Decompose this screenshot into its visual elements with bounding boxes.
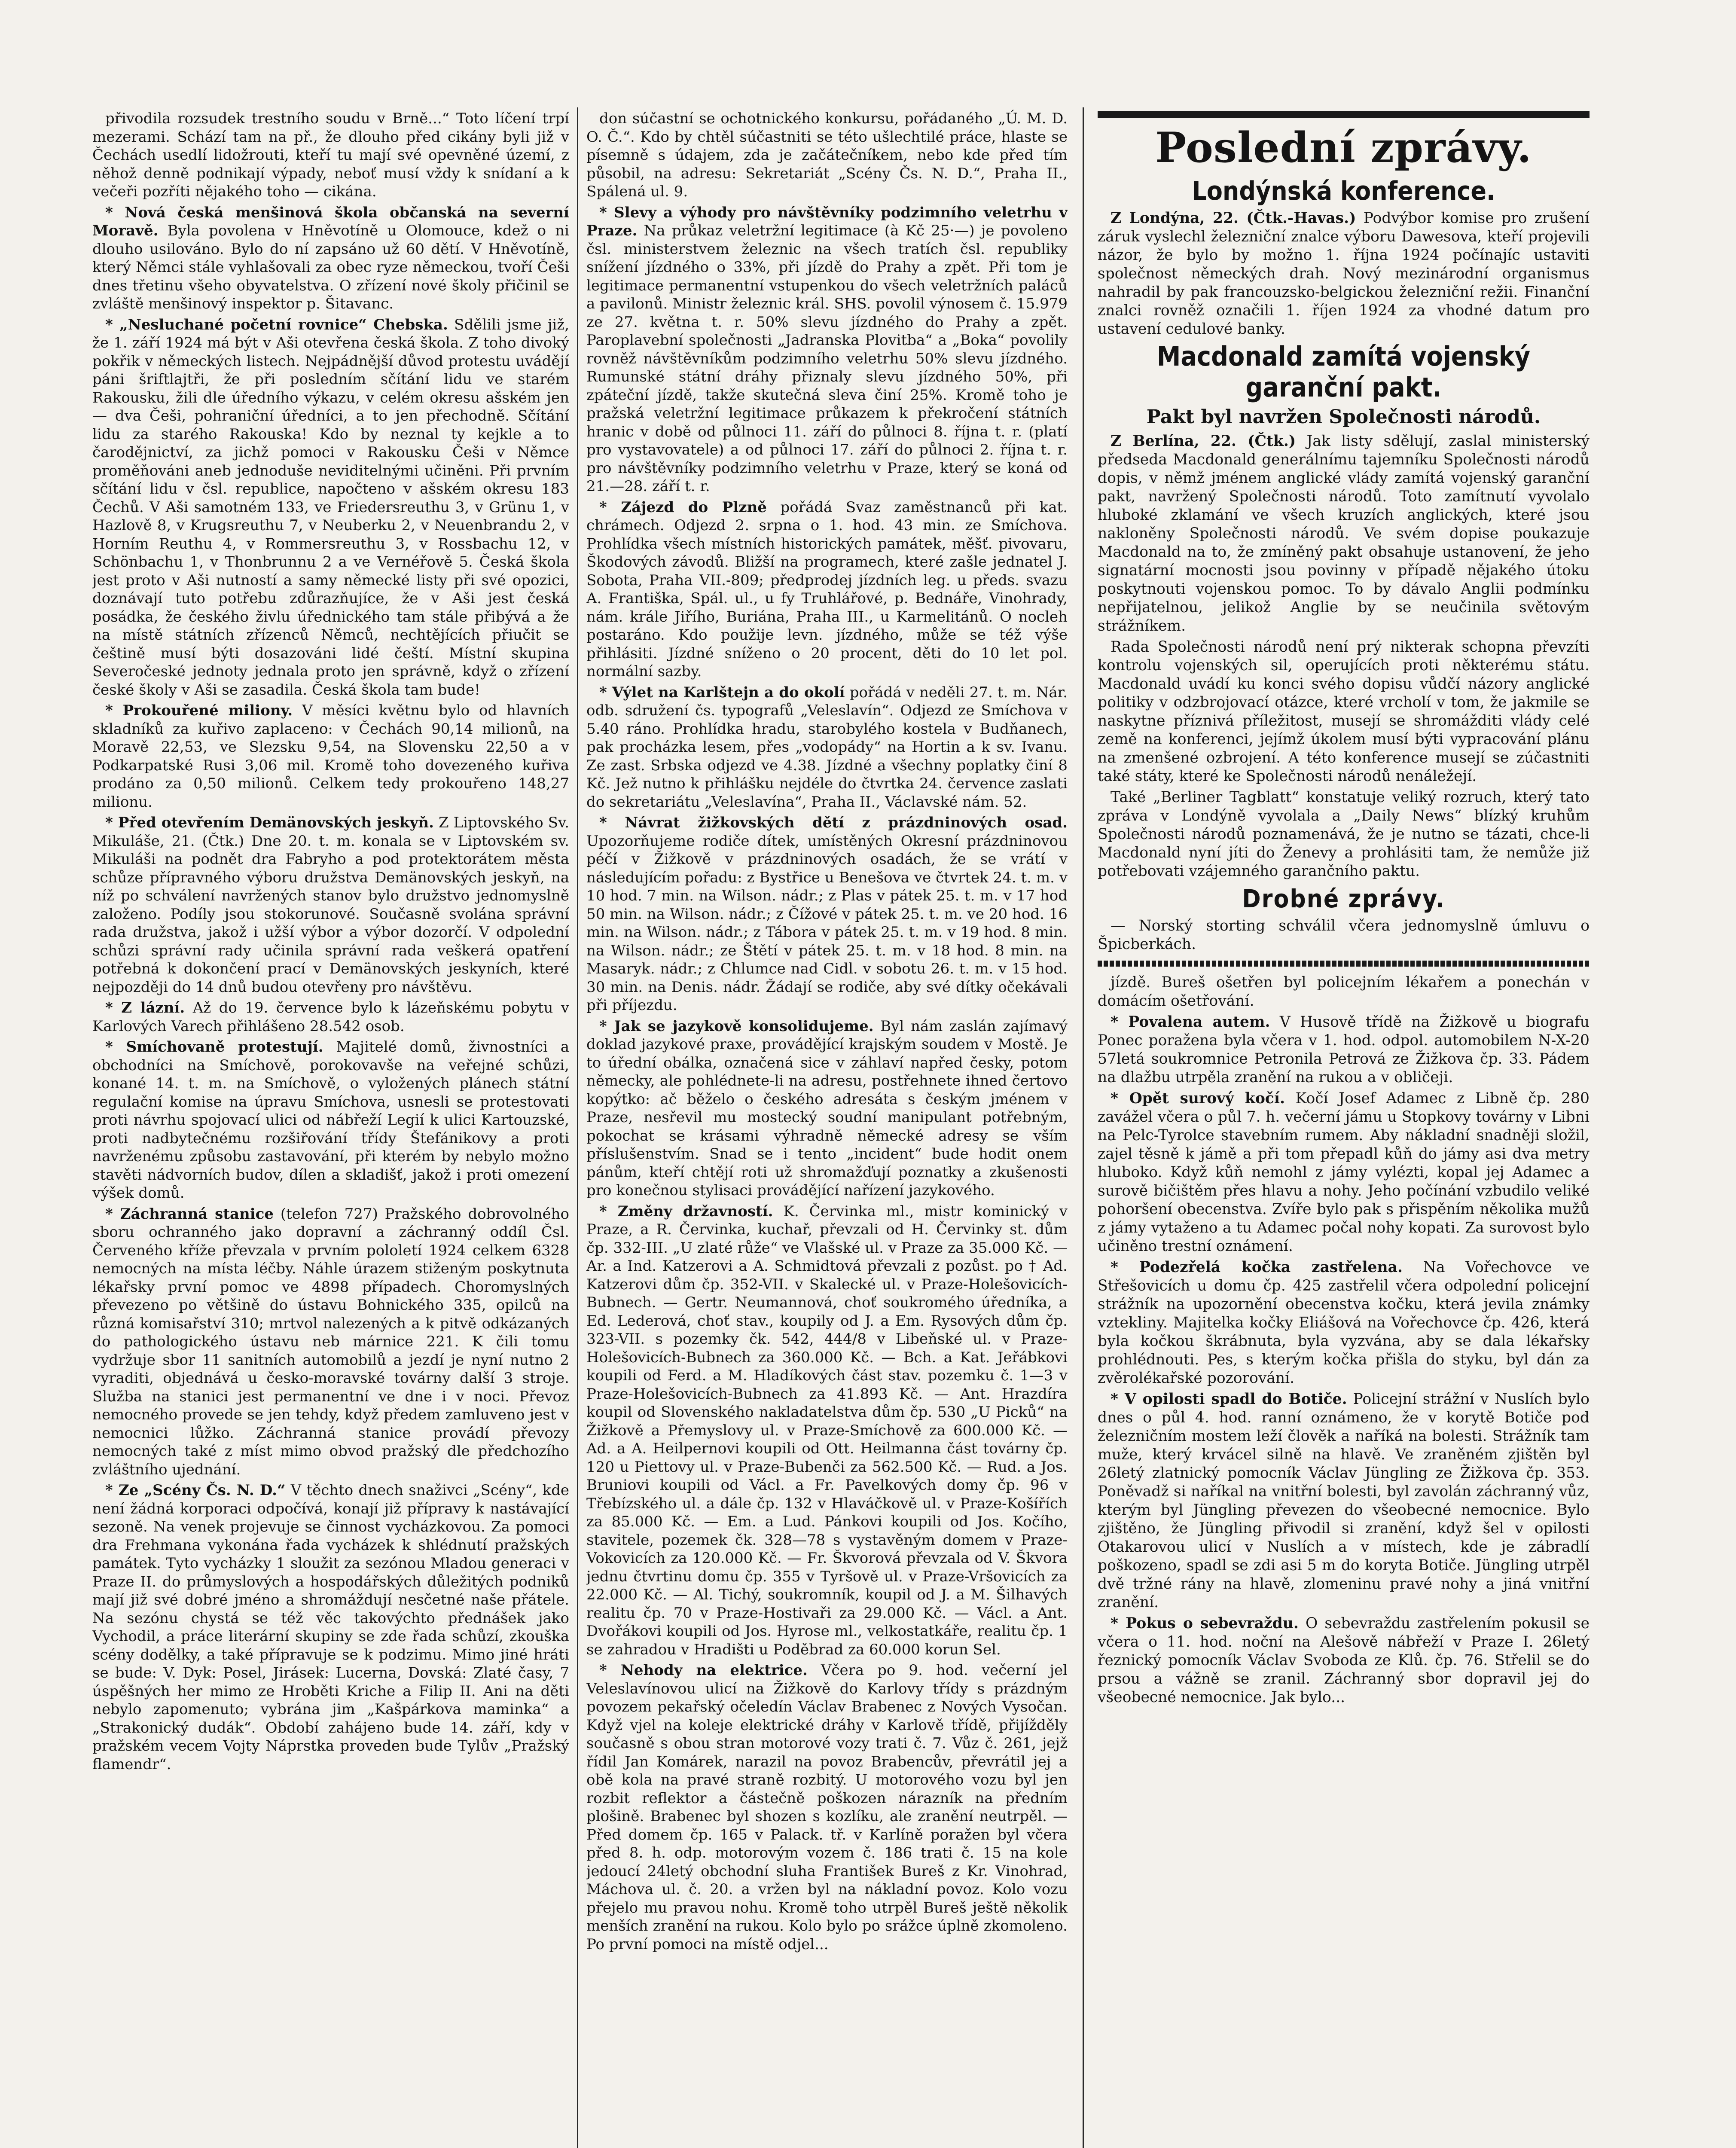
article-heading: Z Londýna, 22. (Čtk.-Havas.)	[1111, 210, 1356, 227]
article-heading: * Výlet na Karlštejn a do okolí	[599, 683, 845, 701]
article-text: K. Červinka ml., mistr kominický v Praze, a R. Červinka, kuchař, převzali od H. Červinky st. dům čp. 332-III. „U zlaté růže“ ve Vlašské ul. v Praze za 35.000 Kč. — Ar. a Ind. Katzerovi a A. Schmidtová převzali z pozůst. po † Ad. Katzerovi dům čp. 352-VII. v Skalecké ul. v Praze-Holešovicích-Bubnech. — Gertr. Neumannová, choť soukromého úředníka, a Ed. Lederová, choť stav., koupily od J. a Em. Rysových dům čp. 323-VII. s pozemky čk. 542, 444/8 v Libeňské ul. v Praze-Holešovicích-Bubnech za 360.000 Kč. — Bch. a Kat. Jeřábkovi koupili od Ferd. a M. Hladíkových část stav. pozemku č. 1—3 v Praze-Holešovicích-Bubnech za 41.893 Kč. — Ant. Hrazdíra koupil od Slovenského nakladatelstva dům čp. 530 „U Picků“ na Žižkově a Přemyslovy ul. v Praze-Smíchově za 600.000 Kč. — Ad. a A. Heilpernovi koupili od Ott. Heilmanna část továrny čp. 120 u Piettovy ul. v Praze-Bubenči za 562.500 Kč. — Rud. a Jos. Bruniovi koupili od Václ. a Fr. Pavelkových domy čp. 96 v Třebízského ul. a dále čp. 132 v Hlaváčkově ul. v Praze-Košířích za 85.000 Kč. — Em. a Lud. Pánkovi koupili od Jos. Kočího, stavitele, pozemek čk. 328—78 s vystavěným domem v Praze-Vokovicích za 120.000 Kč. — Fr. Škvorová převzala od V. Škvora jednu čtvrtinu domu čp. 355 v Tyršově ul. v Praze-Vršovicích za 22.000 Kč. — Al. Tichý, soukromník, koupil od J. a M. Šilhavých realitu čp. 70 v Praze-Hostivaři za 29.000 Kč. — Václ. a Ant. Dvořákovi koupili od Jos. Hyrose ml., velkostatkáře, realitu čp. 1 se zahradou v Hradišti u Poděbrad za 60.000 korun Sel.	[586, 1202, 1068, 1658]
article-text: V těchto dnech snaživci „Scény“, kde není žádná korporaci odpočívá, konají již přípravy k nastávající sezoně. Na venek projevuje se činnost vycházkovou. Za pomoci dra Frehmana vykonána řada vycházek k shlédnutí pražských památek. Tyto vycházky 1 sloužit za sezónou Mladou generaci v Praze II. do průmyslových a hospodářských důležitých podniků mají již své dobré jméno a shromáždují nesčetné naše přátele. Na sezónu chystá se též věc takovýchto přednášek jako Vychodil, a práce literární skupiny se zde řada schůzí, zkouška scény dodělky, a také přípravuje se k podzimu. Mimo jiné hráti se bude: V. Dyk: Posel, Jirásek: Lucerna, Dovská: Zlaté časy, 7 úspěšných her mimo ze Hroběti Kriche a Filip II. Ani na děti nebylo zapomenuto; vybrána jim „Kašpárkova maminka“ a „Strakonický dudák“. Období zahájeno bude 14. září, kdy v pražském vecem Vojty Náprstka proveden bude Tylův „Pražský flamendr“.	[92, 1482, 569, 1773]
article-text: Na průkaz veletržní legitimace (à Kč 25·—) je povoleno čsl. ministerstvem železnic na všech tratích čsl. republiky snížení jízdného o 33%, při jízdě do Prahy a zpět. Při tom je legitimace permanentní vstupenkou do všech veletržních paláců a pavilonů. Ministr železnic král. SHS. povolil výnosem č. 15.979 ze 27. května t. r. 50% slevu jízdného do Prahy a zpět. Paroplavební společnosti „Jadranska Plovitba“ a „Boka“ povolily rovněž návštěvníkům podzimního veletrhu 50% slevu jízdného. Rumunské státní dráhy přiznaly slevu jízdného 50%, při zpáteční jízdě, takže skutečná sleva činí 25%. Kromě toho je pražská veletržní legitimace průkazem k překročení státních hranic v době od půlnoci 11. září do půlnoci 8. října t. r. (platí pro vystavovatele) a od půlnoci 17. září do půlnoci 2. října t. r. pro návštěvníky podzimního veletrhu v Praze, který se koná od 21.—28. září t. r.	[586, 222, 1068, 495]
section-divider	[1098, 961, 1590, 967]
article-text: jízdě. Bureš ošetřen byl policejním lékařem a ponechán v domácím ošetřování.	[1098, 974, 1590, 1010]
headline-macdonald: Macdonald zamítá vojenský garanční pakt.	[1156, 341, 1531, 403]
headline-short-news: Drobné zprávy.	[1242, 884, 1445, 913]
article-text: Podvýbor komise pro zrušení záruk vyslechl železniční znalce výboru Dawesova, kteří projevili názor, že bylo by možno 1. října 1924 počínajíc ustaviti společnost německých drah. Nový mezinárodní organismus nahradil by pak francouzsko-belgickou železniční režii. Finanční znalci rovněž označili 1. říjen 1924 za vhodné datum pro ustavení cedulové banky.	[1098, 210, 1590, 338]
article-paragraph	[586, 204, 1068, 496]
article-paragraph	[586, 1661, 1068, 1953]
article-text: V Husově třídě na Žižkově u biografu Ponec poražena byla včera v 1. hod. odpol. automobilem N-X-20 57letá soukromnice Petronila Petrová ze Žižkova čp. 33. Pádem na dlažbu utrpěla zranění na rukou a v obličeji.	[1098, 1013, 1590, 1086]
article-heading: * Z lázní.	[105, 999, 185, 1016]
article-heading: * Zájezd do Plzně	[599, 498, 767, 516]
headline-london-conference: Londýnská konference.	[1192, 176, 1495, 206]
article-paragraph	[1098, 209, 1590, 339]
article-heading: * Povalena autem.	[1111, 1013, 1270, 1031]
article-paragraph	[586, 110, 1068, 201]
column-left	[92, 110, 569, 2148]
article-paragraph	[1098, 788, 1590, 881]
article-text: pořádá v neděli 27. t. m. Nár. odb. sdružení čs. typografů „Veleslavín“. Odjezd ze Smíchova v 5.40 ráno. Prohlídka hradu, starobylého kostela v Budňanech, pak procházka lesem, přes „vodopády“ na Hortin a k sv. Ivanu. Ze zast. Srbska odjezd ve 4.38. Jízdné a všechny poplatky činí 8 Kč. Jež nutno k přihlášku nejdéle do čtvrtka 24. července zaslati do sekretariátu „Veleslavína“, Praha II., Václavské nám. 52.	[586, 683, 1068, 811]
article-text: Jak listy sdělují, zaslal ministerský předseda Macdonald generálnímu tajemníku Společnosti národů dopis, v němž jménem anglické vlády zamítá vojenský garanční pakt, navržený Společnosti národů. Toto zamítnutí vyvolalo hluboké zklamání ve všech kruzích anglických, které jsou nakloněny Společnosti národů. Ve svém dopise poukazuje Macdonald na to, že zmíněný pakt obsahuje ustanovení, že jeho signatární mocnosti jsou povinny v případě nějakého útoku poskytnouti vojenskou pomoc. To by dávalo Anglii podmínku nepřijatelnou, jelikož Anglie by se neučinila světovým strážníkem.	[1098, 433, 1590, 635]
article-paragraph	[92, 1038, 569, 1202]
article-paragraph	[1098, 1089, 1590, 1256]
article-paragraph	[92, 204, 569, 313]
article-heading: * V opilosti spadl do Botiče.	[1111, 1391, 1347, 1408]
article-heading: * Nová česká menšinová škola občanská na severní Moravě.	[92, 204, 569, 239]
article-text: Kočí Josef Adamec z Libně čp. 280 zavážel včera o půl 7. h. večerní jámu u Stopkovy továrny v Libni na Pelc-Tyrolce stavebním rumem. Aby nákladní snadněji složil, zajel těsně k jámě a při tom přepadl kůň do jámy asi dva metry hluboko. Když kůň nemohl z jámy vylézti, kopal jej Adamec a surově bičištěm přes hlavu a nohy. Jeho počínání vzbudilo veliké pohoršení obecenstva. Zvíře bylo pak s přispěním několika mužů z jámy vytaženo a tu Adamec počal nohy kopati. Za surovost bylo učiněno trestní oznámení.	[1098, 1090, 1590, 1255]
article-paragraph	[92, 110, 569, 201]
article-text: Také „Berliner Tagblatt“ konstatuje veliký rozruch, který tato zpráva v Londýně vyvolala a „Daily News“ blízký kruhům Společnosti národů poznamenává, že je nutno se tázati, chce-li Macdonald nyní jíti do Ženevy a prohlásiti tam, že nemůže již potřebovati vzájemného garančního paktu.	[1098, 789, 1590, 880]
article-heading: * Ze „Scény Čs. N. D.“	[105, 1482, 286, 1499]
article-text: O sebevraždu zastřelením pokusil se včera o 11. hod. noční na Alešově nábřeží v Praze I. 26letý řeznický pomocník Václav Svoboda ze Klů. čp. 76. Střelil se do prsou a vážně se zranil. Záchranný sbor dopravil jej do všeobecné nemocnice. Jak bylo...	[1098, 1615, 1590, 1706]
article-heading: * Prokouřené miliony.	[105, 702, 293, 719]
article-paragraph	[1098, 1614, 1590, 1707]
article-paragraph	[92, 1205, 569, 1479]
article-paragraph	[1098, 1013, 1590, 1087]
article-heading: * Podezřelá kočka zastřelena.	[1111, 1259, 1403, 1276]
article-text: přivodila rozsudek trestního soudu v Brně...“ Toto líčení trpí mezerami. Schází tam na př., že dlouho před cikány byli již v Čechách usedlí lidožrouti, kteří tu mají své opevněné území, z něhož denně podnikají výpady, neboť musí vždy k snídaní a k večeři pozříti nějakého toho — cikána.	[92, 110, 569, 200]
article-text: Byl nám zaslán zajímavý doklad jazykové praxe, provádějící krajským soudem v Mostě. Je to úřední obálka, označená sice v záhlaví napřed česky, potom německy, ale pohlédnete-li na adresu, postřehnete ihned čertovo kopýtko: ač běželo o českého adresáta s českým jménem v Praze, nesřevil mu mostecký soudní manipulant potřebným, pokochat se krásami výhradně německé adresy se vším příslušenstvím. Snad se i tento „incident“ bude hodit onem pánům, kteří chtějí roti už shromažďují poznatky a zkušenosti pro konečnou stylisaci provádějící nařízení jazykového.	[586, 1017, 1068, 1199]
macdonald-articles	[1098, 432, 1590, 881]
article-text: V měsíci květnu bylo od hlavních skladníků za kuřivo zaplaceno: v Čechách 90,14 milionů, na Moravě 22,53, ve Slezsku 9,54, na Slovensku 22,50 a v Podkarpatské Rusi 3,06 mil. Kromě toho dovezeného kuřiva prodáno za 0,50 milionů. Celkem tedy prokouřeno 148,27 milionu.	[92, 702, 569, 811]
article-text: Až do 19. července bylo k lázeňskému pobytu v Karlových Varech přihlášeno 28.542 osob.	[92, 999, 569, 1035]
article-heading: * Smíchovaně protestují.	[105, 1038, 323, 1056]
article-heading: * Pokus o sebevraždu.	[1111, 1615, 1299, 1632]
column-divider	[577, 107, 578, 2148]
article-heading: * Opět surový kočí.	[1111, 1090, 1285, 1107]
subheadline-macdonald: Pakt byl navržen Společnosti národů.	[1146, 406, 1541, 428]
article-paragraph	[92, 1481, 569, 1773]
article-paragraph	[1098, 1258, 1590, 1388]
banner-top-rule	[1098, 111, 1590, 118]
article-heading: * Záchranná stanice	[105, 1205, 274, 1223]
article-paragraph	[1098, 638, 1590, 786]
article-paragraph	[1098, 973, 1590, 1010]
article-text: don súčastní se ochotnického konkursu, pořádaného „Ú. M. D. O. Č.“. Kdo by chtěl súčastniti se této ušlechtilé práce, hlaste se písemně s údajem, zda je začátečníkem, nebo kde před tím působil, na adresu: Sekretariát „Scény Čs. N. D.“, Praha II., Spálená ul. 9.	[586, 110, 1068, 200]
article-paragraph	[92, 814, 569, 996]
article-paragraph	[586, 814, 1068, 1015]
article-heading: * Před otevřením Demänovských jeskyň.	[105, 814, 434, 831]
article-paragraph	[92, 702, 569, 811]
article-heading: * Slevy a výhody pro návštěvníky podzimního veletrhu v Praze.	[586, 204, 1068, 239]
column-right	[1098, 110, 1590, 2148]
article-text: Upozorňujeme rodiče dítek, umístěných Okresní prázdninovou péčí v Žižkově v prázdninových osadách, že se vrátí v následujícím pořadu: z Bystřice u Benešova ve čtvrtek 24. t. m. v 10 hod. 7 min. na Wilson. nádr.; z Plas v pátek 25. t. m. v 17 hod 50 min. na Wilson. nádr.; z Čížové v pátek 25. t. m. ve 20 hod. 16 min. na Wilson. nádr.; z Tábora v pátek 25. t. m. v 19 hod. 8 min. na Wilson. nádr.; ze Štětí v pátek 25. t. m. v 18 hod. 8 min. na Masaryk. nádr.; z Chlumce nad Cidl. v sobotu 26. t. m. v 15 hod. 30 min. na Denis. nádr. Žádají se rodiče, aby své dítky očekávali při příjezdu.	[586, 832, 1068, 1014]
article-heading: * Změny državností.	[599, 1202, 773, 1220]
article-heading: Z Berlína, 22. (Čtk.)	[1111, 433, 1296, 450]
article-heading: * Jak se jazykově konsolidujeme.	[599, 1017, 874, 1035]
article-text: Sdělili jsme již, že 1. září 1924 má být v Aši otevřena česká škola. Z toho divoký pokřik v německých listech. Nejpádnější důvod protestu uvádějí páni šriftlajtři, že při posledním sčítání lidu ve starém Rakousku, žili dle úředního výkazu, v celém okresu ašském jen — dva Češi, pohraniční úředníci, a to jen přechodně. Sčítání lidu za starého Rakouska! Kdo by neznal ty kejkle a to čarodějnictví, za jichž pomoci v Rakousku Češi v Němce proměňováni aneb jednoduše neviditelnými učiněni. Při prvním sčítání lidu v čsl. republice, napočteno v ašském okresu 183 Čechů. V Aši samotném 133, ve Friedersreuthu 3, v Grünu 1, v Hazlově 8, v Krugsreuthu 7, v Neuberku 2, v Neuenbrandu 2, v Horním Reuthu 4, v Rommersreuthu 3, v Rossbachu 12, v Schönbachu 1, v Thonbrunnu 2 a ve Vernéřově 5. Česká škola jest proto v Aši nutností a samy německé listy při své opozici, doznávají tuto potřebu zdůrazňujíce, že v Aši jest česká posádka, že českého živlu úřednického tam stále přibývá a že na místě státních zřízenců Němců, nechtějících přiučit se češtině musí býti dosazováni lidé čeští. Místní skupina Severočeské jednoty jednala proto jen správně, když o zřízení české školy v Aši se zasadila. Česká škola tam bude!	[92, 316, 569, 699]
article-paragraph	[1098, 432, 1590, 635]
article-paragraph	[586, 1017, 1068, 1200]
article-paragraph	[92, 999, 569, 1035]
article-text: Policejní strážní v Nuslích bylo dnes o půl 4. hod. ranní oznámeno, že v korytě Botiče pod železničním mostem leží člověk a naříká na bolesti. Strážník tam muže, který krvácel silně na hlavě. Ve zraněném zjištěn byl 26letý zlatnický pomocník Václav Jüngling ze Žižkova čp. 353. Poněvadž si naříkal na vnitřní bolesti, byl zavolán záchranný vůz, kterým byl Jüngling převezen do všeobecné nemocnice. Bylo zjištěno, že Jüngling přivodil si zranění, když šel v opilosti Otakarovou ulicí v Nuslích a v místech, kde je zábradlí poškozeno, spadl se zdi asi 5 m do koryta Botiče. Jüngling utrpěl dvě tržné rány na hlavě, zlomeninu pravé nohy a jiná vnitřní zranění.	[1098, 1391, 1590, 1611]
article-text: Byla povolena v Hněvotíně u Olomouce, kdež o ni dlouho usilováno. Bylo do ní zapsáno už 60 dětí. V Hněvotíně, který Němci stále vyhlašovali za obec ryze německou, tvoří Češi dnes třetinu všeho obyvatelstva. O zřízení nové školy přičinil se zvláště menšinový inspektor p. Šitavanc.	[92, 222, 569, 312]
section-banner: Poslední zprávy.	[1155, 123, 1532, 172]
conference-articles	[1098, 209, 1590, 339]
article-paragraph	[92, 316, 569, 699]
article-text: Rada Společnosti národů není prý nikterak schopna převzíti kontrolu vojenských sil, operujících proti některému státu. Macdonald uvádí ku konci svého dopisu vůdčí názory anglické politiky v odzbrojovací otázce, které vrcholí v tom, že jakmile se naskytne příznivá příležitost, musejí se shromážditi vlády celé země na konferenci, jejímž úkolem musí býti vypracování plánu na zmenšené ozbrojení. A této konference musejí se zúčastniti také státy, které ke Společnosti národů nenáležejí.	[1098, 638, 1590, 785]
article-paragraph	[586, 498, 1068, 681]
article-heading: * Nehody na elektrice.	[599, 1662, 808, 1679]
column-middle	[586, 110, 1068, 2148]
article-text: (telefon 727) Pražského dobrovolného sboru ochranného jako dopravní a záchranný oddíl Čsl. Červeného kříže převzala v prvním pololetí 1924 celkem 6328 nemocných na místa léčby. Náhle úrazem stiženým poskytnuta lékařsky první pomoc ve 4898 případech. Choromyslných převezeno po většině do ústavu Bohnického 335, opilců na různá komisařství 310; mrtvol nalezených a k pitvě odkázaných do pathologického ústavu neb márnice 221. K čili tomu vydržuje sbor 11 sanitních automobilů a jezdí je nyní nutno 2 vyraditi, objednává u česko-moravské továrny další 3 stroje. Služba na stanici jest permanentní ve dne i v noci. Převoz nemocného provede se jen tehdy, když předem zamluveno jest v nemocnici lůžko. Záchranná stanice provádí převozy nemocných také z míst mimo obvod pražský dle předchozího zvláštního ujednání.	[92, 1205, 569, 1478]
article-heading: * „Nesluchané početní rovnice“ Chebska.	[105, 316, 448, 333]
article-text: pořádá Svaz zaměstnanců při kat. chrámech. Odjezd 2. srpna o 1. hod. 43 min. ze Smíchova. Prohlídka všech místních historických památek, měšť. pivovaru, Škodových závodů. Bližší na programech, které zašle jednatel J. Sobota, Praha VII.-809; předprodej jízdních leg. u předs. svazu A. Františka, Spál. ul., u fy Truhlářové, p. Bednáře, Vinohrady, nám. krále Jiřího, Buriána, Praha III., u Karmelitánů. O nocleh postaráno. Kdo použije levn. jízdného, může se též výše přihlásiti. Jízdné sníženo o 20 procent, děti do 10 let pol. normální sazby.	[586, 498, 1068, 680]
article-text: Na Vořechovce ve Střešovicích u domu čp. 425 zastřelil včera odpolední policejní strážník na upozornění obecenstva kočku, která jevila známky vztekliny. Majitelka kočky Eliášová na Vořechovce čp. 426, která byla kočkou škrábnuta, byla vyzvána, aby se dala lékařsky prohlédnouti. Pes, s kterým kočka přišla do styku, byl dán za zvěrolékařské pozorování.	[1098, 1259, 1590, 1387]
short-news-item: — Norský storting schválil včera jednomyslně úmluvu o Špicberkách.	[1098, 917, 1590, 953]
article-paragraph	[1098, 1390, 1590, 1612]
article-paragraph	[586, 683, 1068, 812]
local-news-articles	[1098, 973, 1590, 1707]
article-text: Z Liptovského Sv. Mikuláše, 21. (Čtk.) Dne 20. t. m. konala se v Liptovském sv. Mikuláši na podnět dra Fabryho a pod protektorátem města schůze přípravného výboru družstva Demänovských jeskyň, na níž po schválení navržených stanov bylo družstvo jednomyslně založeno. Podíly jsou stokorunové. Současně svolána správní rada družstva, jakož i užší výbor a výbor dozorčí. V odpolední schůzi správní rady učinila správní rada veškerá opatření potřebná k dokončení prací v Demänovských jeskyních, které nejpozději do 14 dnů budou otevřeny pro návštěvu.	[92, 814, 569, 996]
article-text: Majitelé domů, živnostníci a obchodníci na Smíchově, porokovavše na veřejné schůzi, konané 14. t. m. na Smíchově, o vyložených plánech státní regulační komise na úpravu Smíchova, usnesli se protestovati proti návrhu spojovací ulici od nábřeží Legií k ulici Kartouzské, proti nadbytečnému rozšiřování třídy Štefánikovy a proti navrženému způsobu zastavování, při kterém by nebylo možno stavěti nádvorních budov, dílen a skladišť, jakož i proti omezení výšek domů.	[92, 1038, 569, 1202]
article-paragraph	[586, 1202, 1068, 1659]
column-divider	[1083, 107, 1084, 2148]
article-text: Včera po 9. hod. večerní jel Veleslavínovou ulicí na Žižkově do Karlovy třídy s prázdným povozem pekařský očeledín Václav Brabenec z Nových Vysočan. Když vjel na koleje elektrické dráhy v Karlově třídě, přijížděly současně s obou stran motorové vozy trati č. 7. Vůz č. 261, jejž řídil Jan Komárek, narazil na povoz Brabencův, převrátil jej a obě kola na pravé straně rozbitý. U motorového vozu byl jen rozbit reflektor a částečně poškozen nárazník na předním plošině. Brabenec byl shozen s kozlíku, ale zranění neutrpěl. — Před domem čp. 165 v Palack. tř. v Karlíně poražen byl včera před 8. h. odp. motorovým vozem č. 186 trati č. 15 na kole jedoucí 24letý obchodní sluha František Bureš z Kr. Vinohrad, Máchova ul. č. 20. a vržen byl na nákladní povoz. Kolo vozu přejelo mu pravou nohu. Kromě toho utrpěl Bureš ještě několik menších zranění na rukou. Kolo bylo po srážce úplně zkomoleno. Po první pomoci na místě odjel...	[586, 1662, 1068, 1953]
article-heading: * Návrat žižkovských dětí z prázdninových osad.	[599, 814, 1068, 831]
